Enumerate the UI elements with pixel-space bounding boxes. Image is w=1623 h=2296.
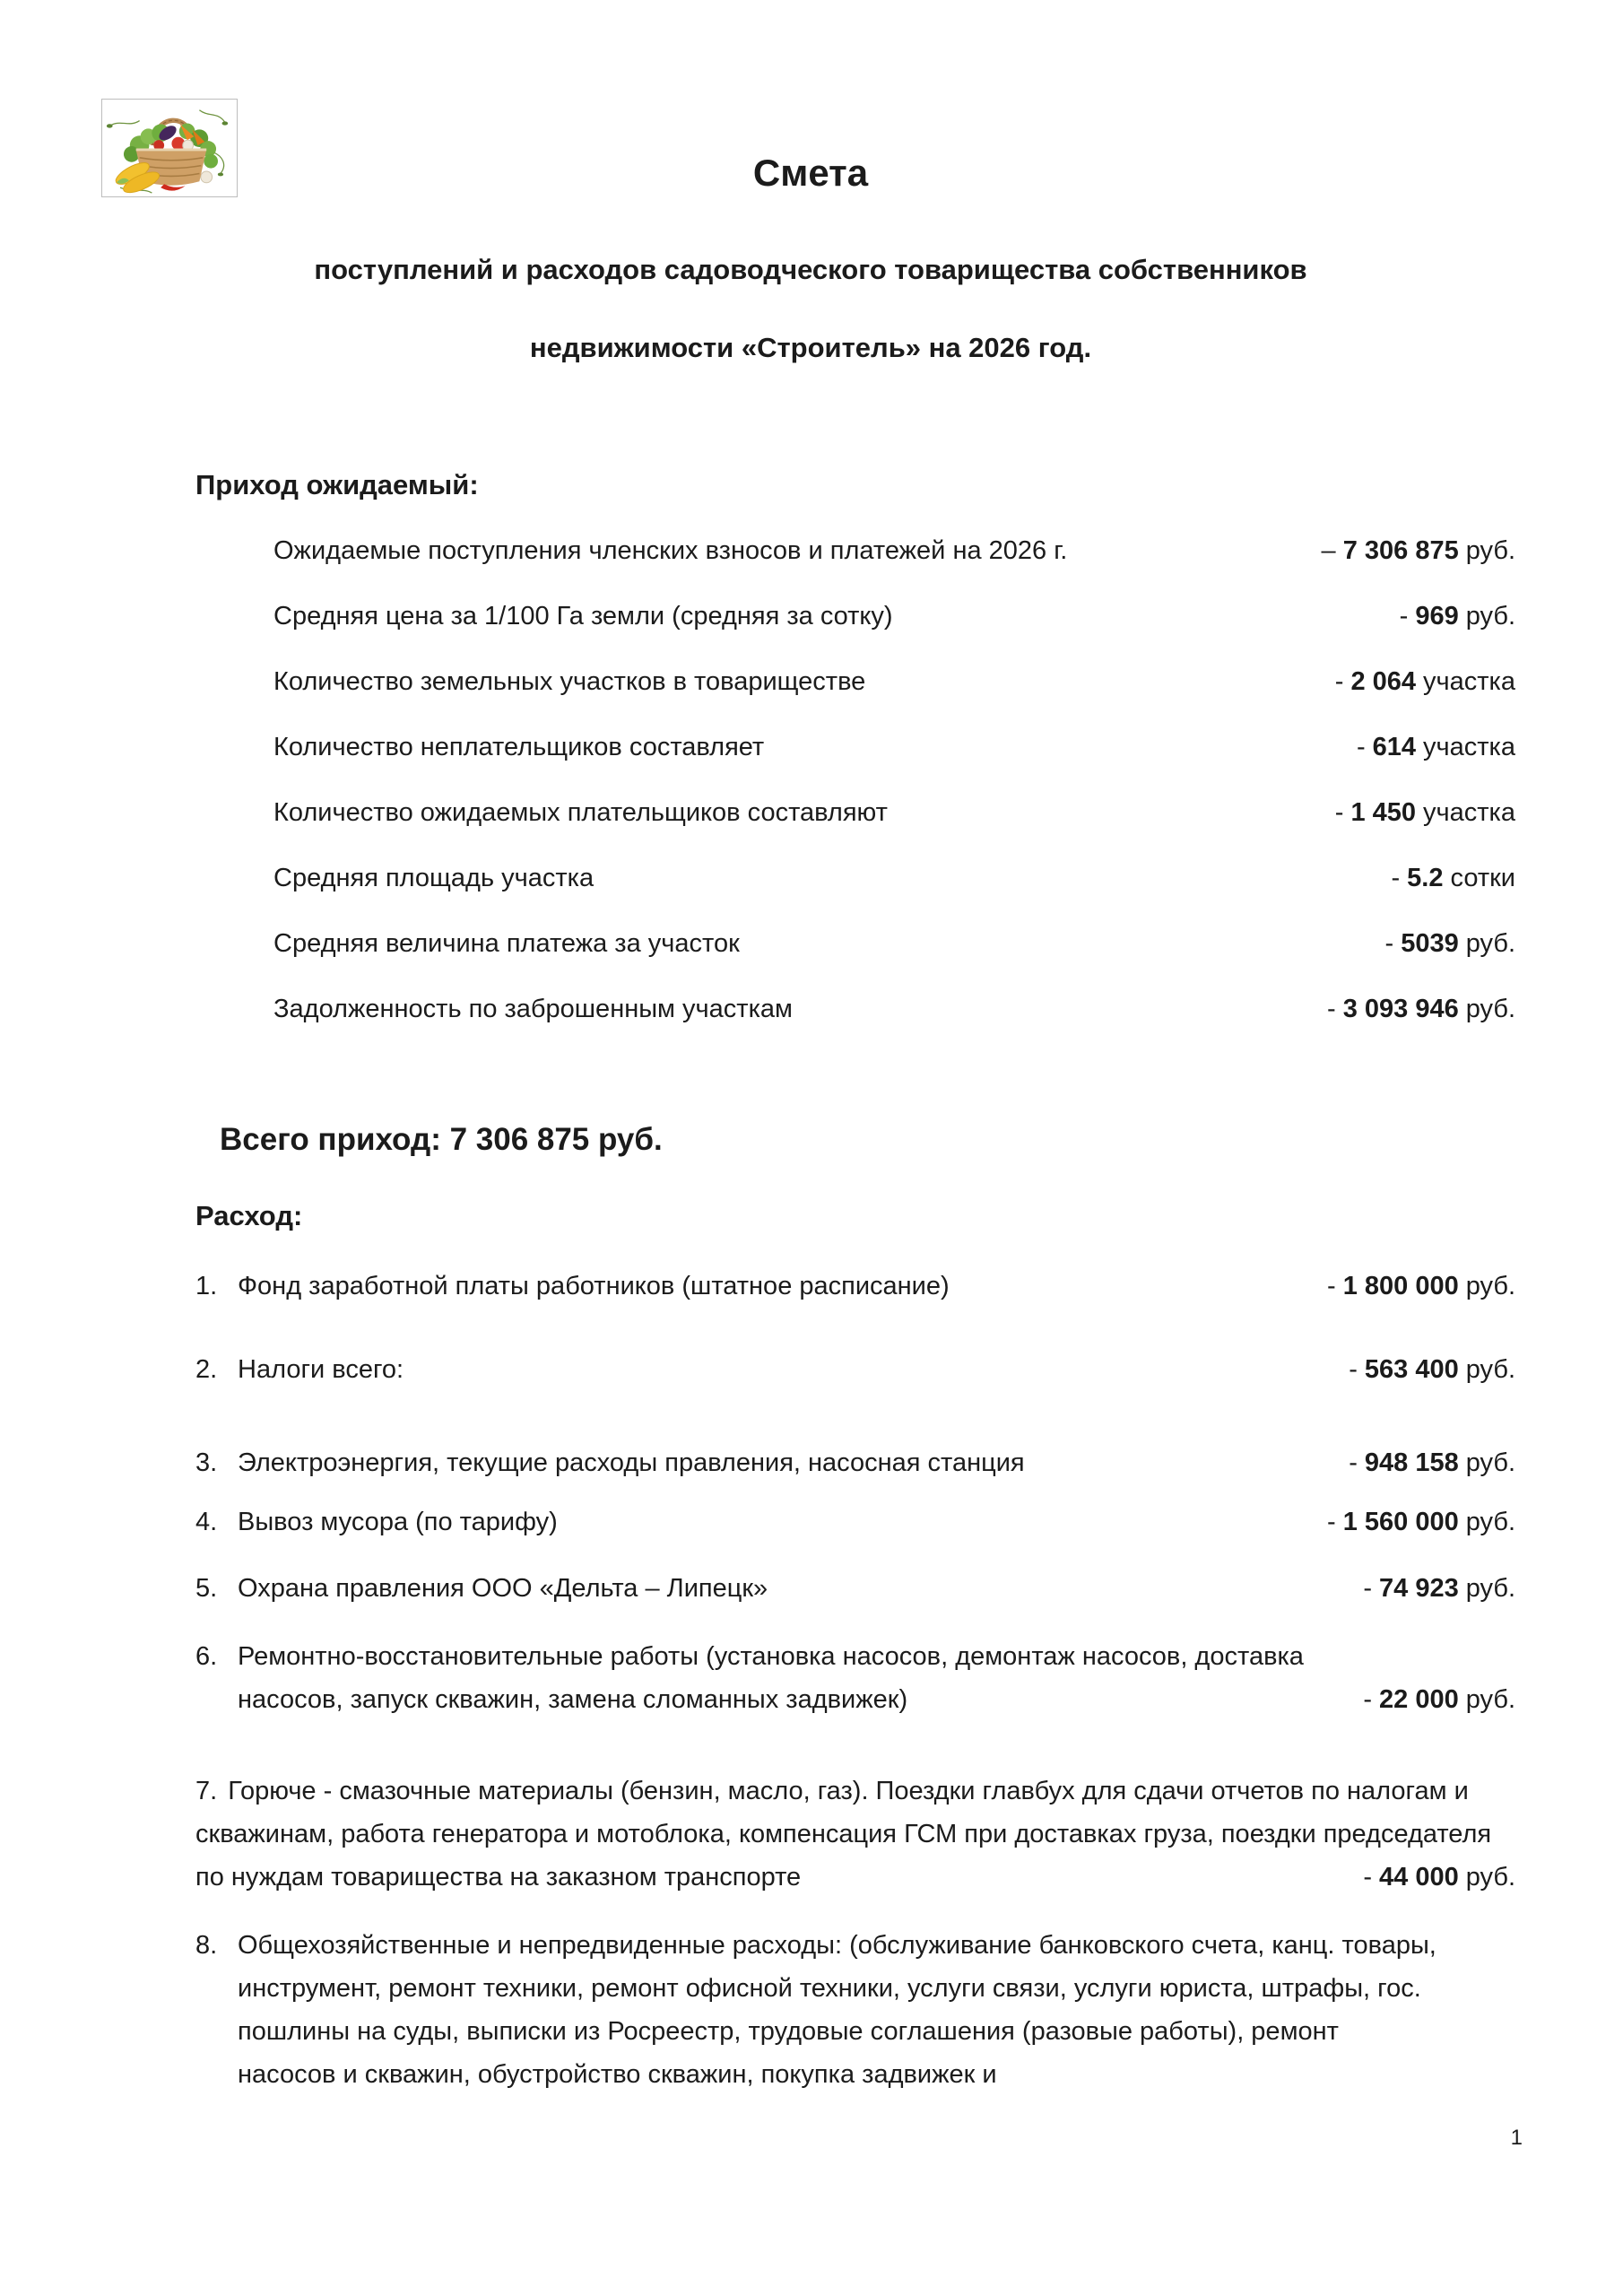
- income-section-heading: Приход ожидаемый:: [195, 469, 479, 500]
- expense-item-value: - 74 923 руб.: [1363, 1574, 1515, 1603]
- expense-item-6: [195, 1635, 1515, 1721]
- income-row-value: - 2 064 участка: [1334, 667, 1515, 696]
- expense-item-2: [195, 1348, 1515, 1391]
- expense-item-value: - 948 158 руб.: [1349, 1448, 1515, 1477]
- income-row-value: - 614 участка: [1356, 733, 1515, 761]
- expense-item-5: [195, 1567, 1515, 1610]
- income-total: Всего приход: 7 306 875 руб.: [220, 1122, 663, 1157]
- expense-item-label: Электроэнергия, текущие расходы правления, насосная станция: [238, 1448, 1025, 1477]
- income-row: [273, 931, 1515, 957]
- expenses-section-heading: Расход:: [195, 1200, 303, 1231]
- expense-item-number: 7.: [195, 1777, 218, 1805]
- income-row-label: Средняя цена за 1/100 Га земли (средняя за сотку): [273, 602, 893, 631]
- income-row-value: - 5.2 сотки: [1391, 864, 1515, 892]
- expense-item-number: 3.: [195, 1448, 218, 1477]
- income-row: [273, 604, 1515, 630]
- expenses-list: [106, 1265, 1515, 2096]
- income-row: [273, 669, 1515, 695]
- expense-item-number: 1.: [195, 1272, 218, 1300]
- expense-item-value: - 1 560 000 руб.: [1327, 1508, 1515, 1536]
- income-list: [106, 538, 1515, 1022]
- expense-item-label: Вывоз мусора (по тарифу): [238, 1508, 558, 1536]
- expense-item-7: [195, 1770, 1515, 1899]
- income-row-label: Количество земельных участков в товариществе: [273, 667, 866, 696]
- expense-item-4: [195, 1500, 1515, 1544]
- expense-item-label: Общехозяйственные и непредвиденные расходы: (обслуживание банковского счета, канц. товары, инструмент, ремонт техники, ремонт офисной техники, услуги связи, услуги юриста, штрафы, гос. пошлины на суды, выписки из Росреестр, трудовые соглашения (разовые работы), ремонт насосов и скважин, обустройство скважин, покупка задвижек и: [238, 1931, 1436, 2089]
- income-row: [273, 996, 1515, 1022]
- document-content: [106, 0, 1515, 2096]
- expense-item-number: 8.: [195, 1931, 218, 1960]
- income-row: [273, 800, 1515, 826]
- income-row-label: Количество ожидаемых плательщиков составляют: [273, 798, 888, 827]
- document-subtitle-line1: поступлений и расходов садоводческого товарищества собственников: [314, 254, 1307, 285]
- income-row: [273, 735, 1515, 761]
- income-row-label: Количество неплательщиков составляет: [273, 733, 765, 761]
- expense-item-value: - 563 400 руб.: [1349, 1355, 1515, 1384]
- expense-item-value: - 1 800 000 руб.: [1327, 1272, 1515, 1300]
- expense-item-label: Налоги всего:: [238, 1355, 404, 1384]
- expense-item-number: 2.: [195, 1355, 218, 1384]
- income-row-label: Задолженность по заброшенным участкам: [273, 995, 793, 1023]
- expense-item-value: - 22 000 руб.: [1363, 1685, 1515, 1714]
- income-row-label: Средняя площадь участка: [273, 864, 595, 892]
- expense-item-value: - 44 000 руб.: [1363, 1863, 1515, 1892]
- expense-item-number: 5.: [195, 1574, 218, 1603]
- expense-item-label: 7. Горюче - смазочные материалы (бензин, масло, газ). Поездки главбух для сдачи отчетов по налогам и скважинам, работа генератора и мотоблока, компенсация ГСМ при доставках груза, поездки председателя по нуждам товарищества на заказном транспорте: [195, 1770, 1515, 1899]
- income-row-value: – 7 306 875 руб.: [1321, 536, 1515, 565]
- expense-item-number: 4.: [195, 1508, 218, 1536]
- income-row-value: - 5039 руб.: [1384, 929, 1515, 958]
- expense-item-1: [195, 1265, 1515, 1308]
- income-row: [273, 538, 1515, 564]
- document-subtitle-line2: недвижимости «Строитель» на 2026 год.: [529, 332, 1092, 363]
- expense-item-label: Ремонтно-восстановительные работы (установка насосов, демонтаж насосов, доставка насосов, запуск скважин, замена сломанных задвижек): [238, 1642, 1304, 1714]
- expense-item-number: 6.: [195, 1642, 218, 1671]
- income-row: [273, 865, 1515, 891]
- page-title: Смета: [752, 152, 869, 194]
- income-row-label: Средняя величина платежа за участок: [273, 929, 740, 958]
- page-number: 1: [1510, 2126, 1523, 2150]
- income-row-label: Ожидаемые поступления членских взносов и платежей на 2026 г.: [273, 536, 1068, 565]
- expense-item-label: Охрана правления ООО «Дельта – Липецк»: [238, 1574, 768, 1603]
- income-row-value: - 1 450 участка: [1334, 798, 1515, 827]
- expense-item-3: [195, 1441, 1515, 1484]
- income-row-value: - 969 руб.: [1399, 602, 1515, 631]
- expense-item-label: Фонд заработной платы работников (штатное расписание): [238, 1272, 950, 1300]
- expense-item-8: [195, 1924, 1515, 2096]
- income-row-value: - 3 093 946 руб.: [1327, 995, 1515, 1023]
